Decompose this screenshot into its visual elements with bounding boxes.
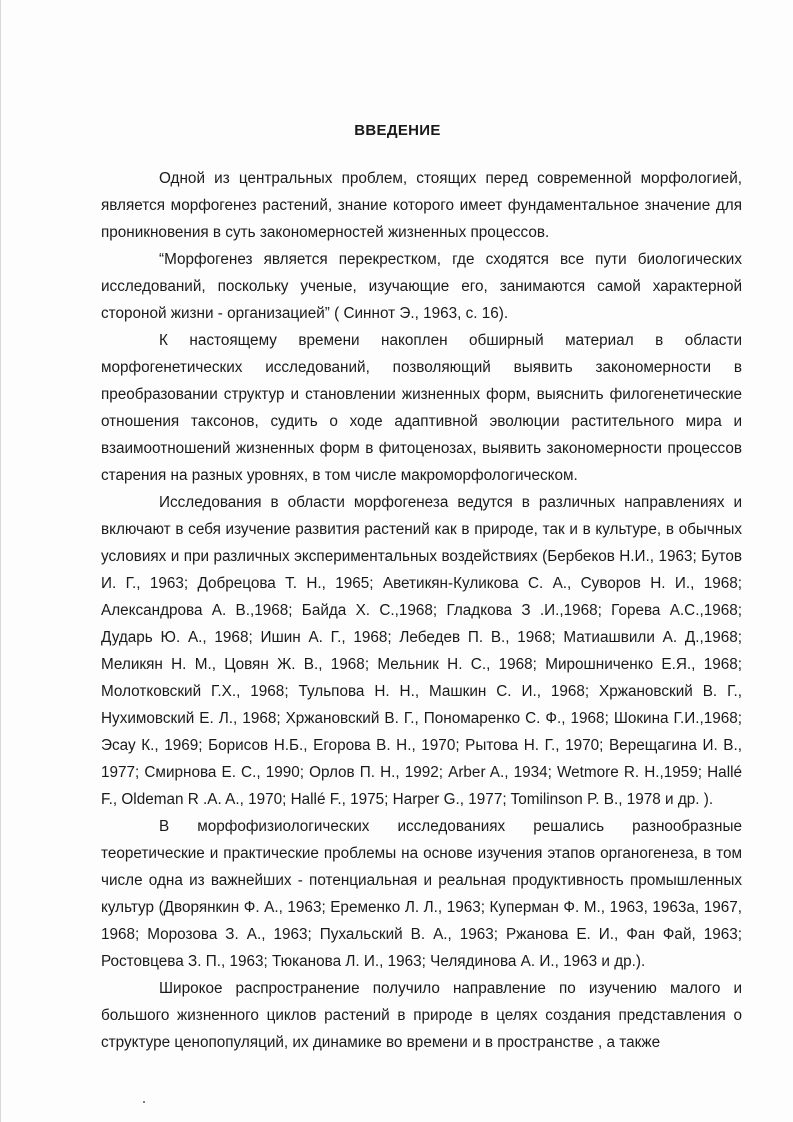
- scan-speck: [143, 1101, 145, 1103]
- page-title: ВВЕДЕНИЕ: [354, 122, 441, 139]
- paragraph: Широкое распространение получило направление по изучению малого и большого жизненного циклов растений в природе в целях создания представления о структуре ценопопуляций, их динамике во времени и в пространстве , а также: [101, 980, 742, 1051]
- paragraph: К настоящему времени накоплен обширный материал в области морфогенетических исследований, позволяющий выявить закономерности в преобразовании структур и становлении жизненных форм, выяснить филогенетические отношения таксонов, судить о ходе адаптивной эволюции растительного мира и взаимоотношений жизненных форм в фитоценозах, выявить закономерности процессов старения на разных уровнях, в том числе макроморфологическом.: [101, 332, 742, 484]
- paragraph: В морфофизиологических исследованиях решались разнообразные теоретические и практические проблемы на основе изучения этапов органогенеза, в том числе одна из важнейших - потенциальная и реальная продуктивность промышленных культур (Дворянкин Ф. А., 1963; Еременко Л. Л., 1963; Куперман Ф. М., 1963, 1963а, 1967, 1968; Морозова З. А., 1963; Пухальский В. А., 1963; Ржанова Е. И., Фан Фай, 1963; Ростовцева З. П., 1963; Тюканова Л. И., 1963; Челядинова А. И., 1963 и др.).: [101, 818, 742, 970]
- paragraph: Исследования в области морфогенеза ведутся в различных направлениях и включают в себя изучение развития растений как в природе, так и в культуре, в обычных условиях и при различных экспериментальных воздействиях (Бербеков Н.И., 1963; Бутов И. Г., 1963; Добрецова Т. Н., 1965; Аветикян-Куликова С. А., Суворов Н. И., 1968; Александрова А. В.,1968; Байда Х. С.,1968; Гладкова З .И.,1968; Горева А.С.,1968; Дударь Ю. А., 1968; Ишин А. Г., 1968; Лебедев П. В., 1968; Матиашвили А. Д.,1968; Меликян Н. М., Цовян Ж. В., 1968; Мельник Н. С., 1968; Мирошниченко Е.Я., 1968; Молотковский Г.Х., 1968; Тульпова Н. Н., Машкин С. И., 1968; Хржановский В. Г., Нухимовский Е. Л., 1968; Хржановский В. Г., Пономаренко С. Ф., 1968; Шокина Г.И.,1968; Эсау К., 1969; Борисов Н.Б., Егорова В. Н., 1970; Рытова Н. Г., 1970; Верещагина И. В., 1977; Смирнова Е. С., 1990; Орлов П. Н., 1992; Arber A., 1934; Wetmore R. H.,1959; Hallé F., Oldeman R .A. A., 1970; Hallé F., 1975; Harper G., 1977; Tomilinson P. B., 1978 и др. ).: [101, 494, 742, 808]
- body-text: [101, 165, 742, 1056]
- paragraph: Одной из центральных проблем, стоящих перед современной морфологией, является морфогенез растений, знание которого имеет фундаментальное значение для проникновения в суть закономерностей жизненных процессов.: [101, 170, 742, 241]
- paragraph: “Морфогенез является перекрестком, где сходятся все пути биологических исследований, поскольку ученые, изучающие его, занимаются самой характерной стороной жизни - организацией” ( Синнот Э., 1963, с. 16).: [101, 251, 742, 322]
